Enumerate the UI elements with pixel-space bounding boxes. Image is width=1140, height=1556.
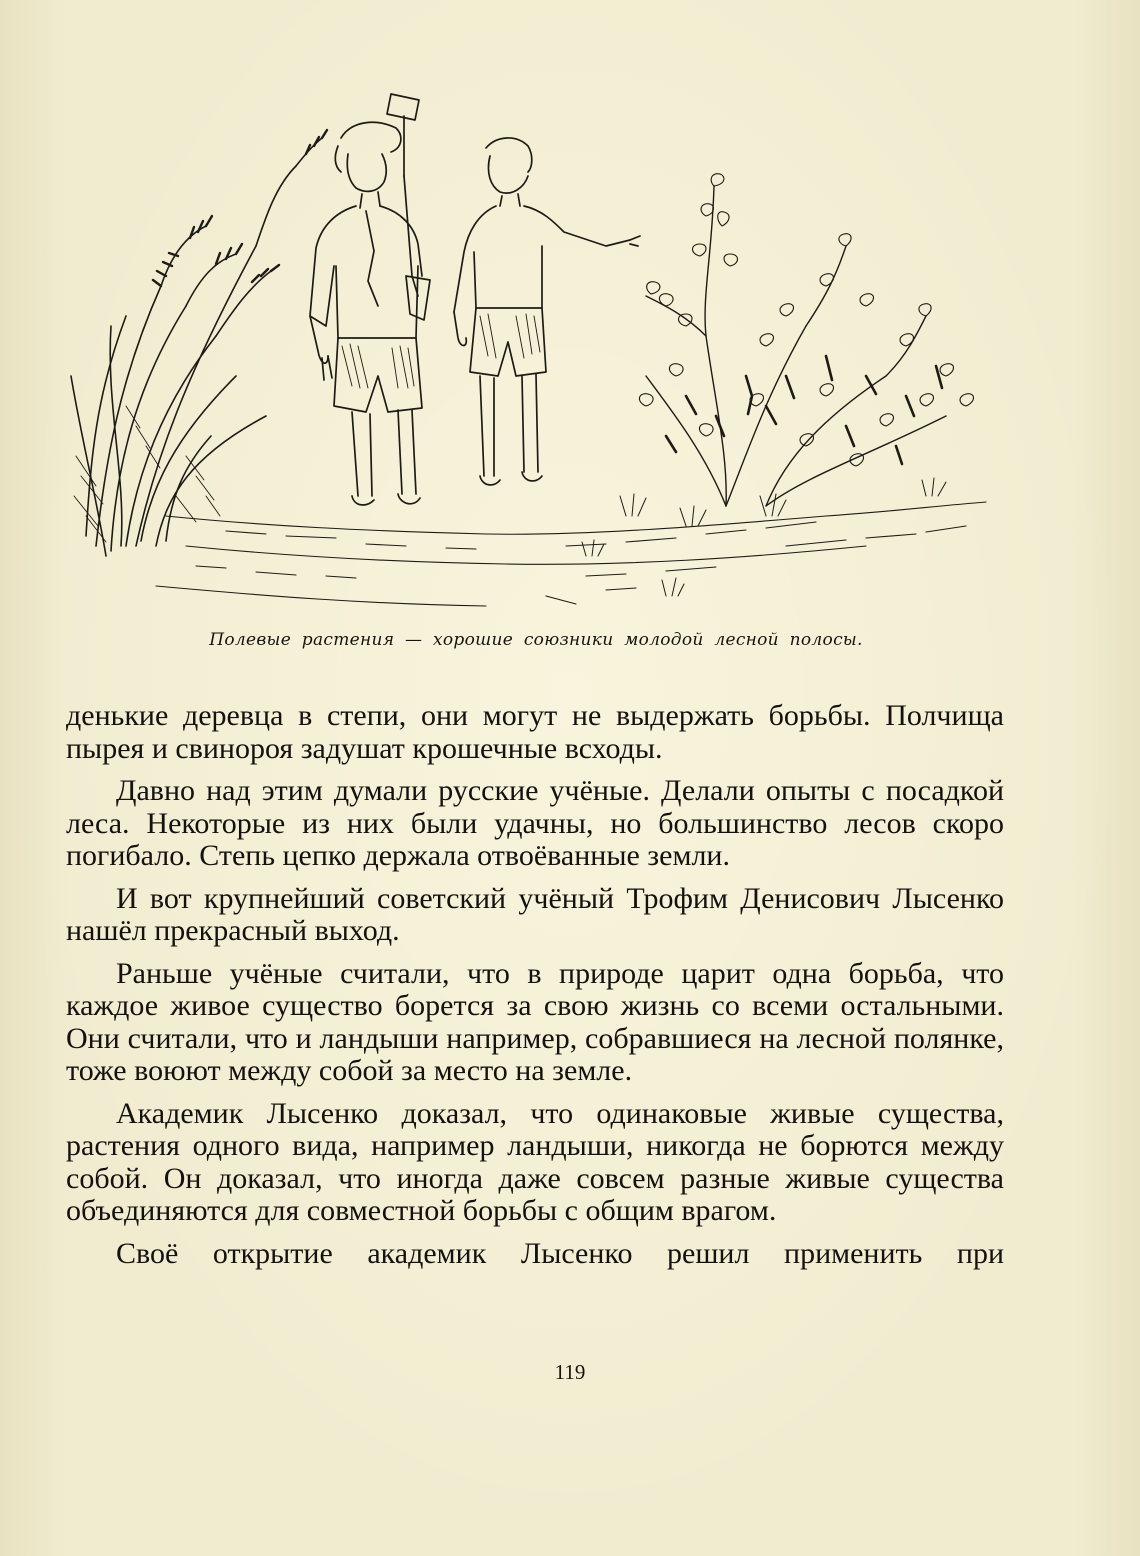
boy-shorts-shading bbox=[342, 344, 414, 388]
illustration-boys-in-field bbox=[66, 76, 996, 636]
paragraph: Своё открытие академик Лысенко решил применить при bbox=[116, 1236, 1004, 1270]
paragraph: И вот крупнейший советский учёный Трофим Денисович Лысенко нашёл прекрасный выход. bbox=[66, 881, 1004, 947]
ground-grass-tufts bbox=[582, 478, 946, 596]
paragraph: Давно над этим думали русские учёные. Делали опыты с посадкой леса. Некоторые из них были удачны, но большинство лесов скоро погибало. Степь цепко держала отвоёванные земли. bbox=[66, 774, 1004, 872]
tall-grass bbox=[71, 138, 322, 556]
paragraph: Академик Лысенко доказал, что одинаковые живые существа, растения одного вида, например ландыши, никогда не борются между собой. Он доказал, что иногда даже совсем разные живые существа объединяются для совместной борьбы с общим врагом. bbox=[66, 1096, 1004, 1227]
paragraph: Раньше учёные считали, что в природе царит одна борьба, что каждое живое существо борется за свою жизнь со всеми остальными. Они считали, что и ландыши например, собравшиеся на лесной полянке, тоже воюют между собой за место на земле. bbox=[66, 956, 1004, 1087]
illustration-drawing bbox=[66, 76, 996, 636]
bush-dark-mass bbox=[666, 356, 942, 464]
illustration-caption: Полевые растения — хорошие союзники молодой лесной полосы. bbox=[209, 630, 863, 650]
body-text bbox=[66, 700, 1004, 1280]
ground-path bbox=[156, 502, 986, 606]
paragraph: денькие деревца в степи, они могут не выдержать борьбы. Полчища пырея и свинороя задушат крошечные всходы. bbox=[66, 699, 1004, 765]
boy-with-shovel bbox=[310, 94, 430, 505]
boy-pointing bbox=[454, 138, 640, 485]
page-number: 119 bbox=[554, 1360, 586, 1384]
grass-seed-heads bbox=[153, 130, 327, 286]
